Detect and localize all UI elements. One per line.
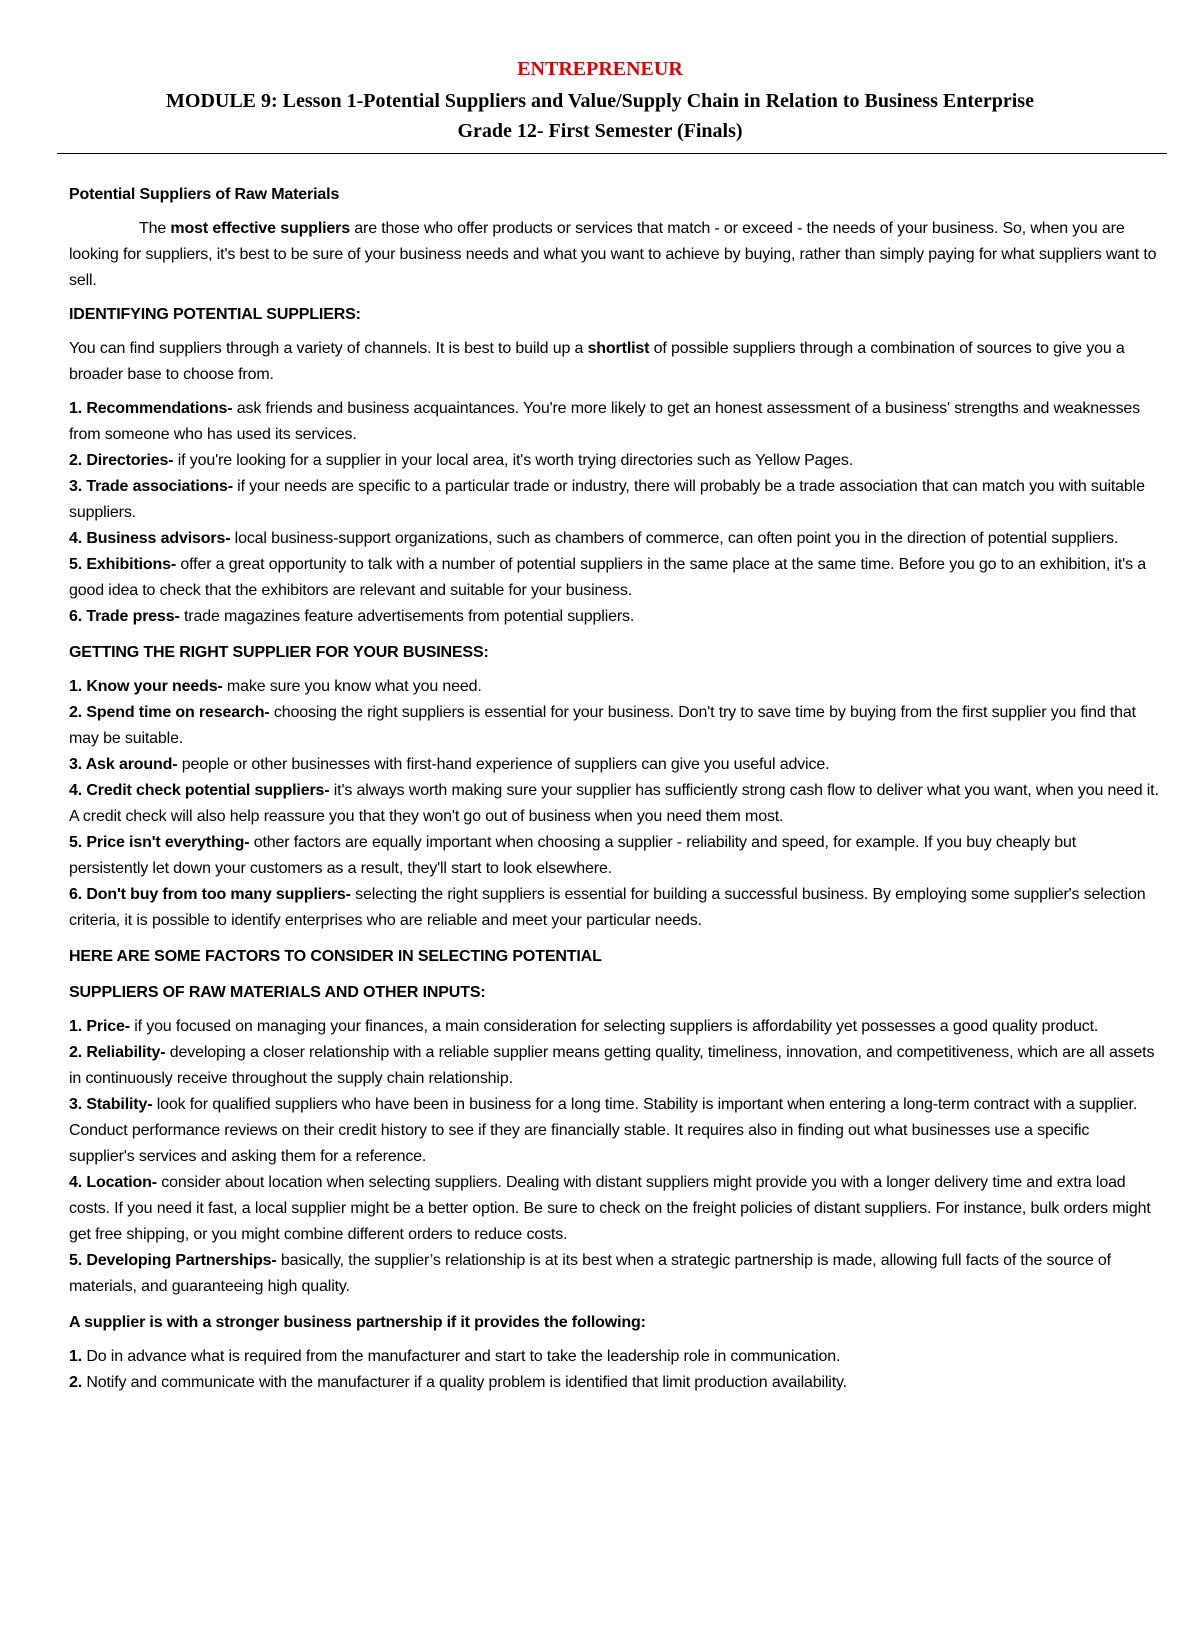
list-item: 5. Exhibitions- offer a great opportunity to talk with a number of potential suppliers in the same place at the same time. Before you go to an exhibition, it's a good idea to check that the exhibitors are relevant and suitable for your business.: [69, 556, 1146, 599]
section-heading-partnership: A supplier is with a stronger business partnership if it provides the following:: [69, 1314, 646, 1331]
factors-list: [69, 1014, 1159, 1300]
list-item: 2. Spend time on research- choosing the right suppliers is essential for your business. Don't try to save time by buying from the first supplier you find that may be suitable.: [69, 704, 1136, 747]
list-item: 1. Know your needs- make sure you know what you need.: [69, 678, 482, 695]
section-heading-potential-suppliers: Potential Suppliers of Raw Materials: [69, 186, 340, 203]
list-item: 4. Business advisors- local business-support organizations, such as chambers of commerce, can often point you in the direction of potential suppliers.: [69, 530, 1119, 547]
list-item: 4. Location- consider about location when selecting suppliers. Dealing with distant suppliers might provide you with a longer delivery time and extra load costs. If you need it fast, a local supplier might be a better option. Be sure to check on the freight policies of distant suppliers. For instance, bulk orders might get free shipping, or you might combine different orders to reduce costs.: [69, 1174, 1151, 1243]
list-item: 1. Recommendations- ask friends and business acquaintances. You're more likely to get an honest assessment of a business' strengths and weaknesses from someone who has used its services.: [69, 400, 1141, 443]
section-heading-identifying: IDENTIFYING POTENTIAL SUPPLIERS:: [69, 306, 361, 323]
list-item: 6. Don't buy from too many suppliers- selecting the right suppliers is essential for building a successful business. By employing some supplier's selection criteria, it is possible to identify enterprises who are reliable and meet your particular needs.: [69, 886, 1146, 929]
list-item: 3. Trade associations- if your needs are specific to a particular trade or industry, there will probably be a trade association that can match you with suitable suppliers.: [69, 478, 1145, 521]
identifying-list: [69, 396, 1159, 630]
list-item: 5. Developing Partnerships- basically, the supplier’s relationship is at its best when a strategic partnership is made, allowing full facts of the source of materials, and guaranteeing high quality.: [69, 1252, 1111, 1295]
section-heading-factors: HERE ARE SOME FACTORS TO CONSIDER IN SELECTING POTENTIAL: [69, 948, 602, 965]
grade-subtitle: Grade 12- First Semester (Finals): [457, 120, 743, 142]
list-item: 3. Stability- look for qualified suppliers who have been in business for a long time. Stability is important when entering a long-term contract with a supplier. Conduct performance reviews on their credit history to see if they are financially stable. It requires also in finding out what businesses use a specific supplier's services and asking them for a reference.: [69, 1096, 1138, 1165]
list-item: 6. Trade press- trade magazines feature advertisements from potential suppliers.: [69, 608, 635, 625]
subject-title: ENTREPRENEUR: [517, 58, 683, 80]
module-title: MODULE 9: Lesson 1-Potential Suppliers and Value/Supply Chain in Relation to Business Enterprise: [166, 90, 1034, 112]
list-item: 3. Ask around- people or other businesses with first-hand experience of suppliers can give you useful advice.: [69, 756, 830, 773]
partnership-list: [69, 1344, 1159, 1396]
identifying-paragraph: You can find suppliers through a variety of channels. It is best to build up a shortlist of possible suppliers through a combination of sources to give you a broader base to choose from.: [69, 340, 1125, 383]
list-item: 2. Notify and communicate with the manufacturer if a quality problem is identified that limit production availability.: [69, 1374, 847, 1391]
list-item: 4. Credit check potential suppliers- it's always worth making sure your supplier has sufficiently strong cash flow to deliver what you want, when you need it. A credit check will also help reassure you that they won't go out of business when you need them most.: [69, 782, 1159, 825]
section-heading-factors-cont: SUPPLIERS OF RAW MATERIALS AND OTHER INPUTS:: [69, 984, 486, 1001]
section-heading-right-supplier: GETTING THE RIGHT SUPPLIER FOR YOUR BUSINESS:: [69, 644, 489, 661]
list-item: 1. Price- if you focused on managing your finances, a main consideration for selecting suppliers is affordability yet possesses a good quality product.: [69, 1018, 1099, 1035]
header-divider: [57, 153, 1167, 154]
intro-paragraph: The most effective suppliers are those who offer products or services that match - or exceed - the needs of your business. So, when you are looking for suppliers, it's best to be sure of your business needs and what you want to achieve by buying, rather than simply paying for what suppliers want to sell.: [69, 220, 1157, 289]
list-item: 1. Do in advance what is required from the manufacturer and start to take the leadership role in communication.: [69, 1348, 841, 1365]
right-supplier-list: [69, 674, 1159, 934]
list-item: 5. Price isn't everything- other factors are equally important when choosing a supplier - reliability and speed, for example. If you buy cheaply but persistently let down your customers as a result, they'll start to look elsewhere.: [69, 834, 1077, 877]
document-body: [69, 182, 1159, 1396]
list-item: 2. Reliability- developing a closer relationship with a reliable supplier means getting quality, timeliness, innovation, and competitiveness, which are all assets in continuously receive throughout the supply chain relationship.: [69, 1044, 1155, 1087]
list-item: 2. Directories- if you're looking for a supplier in your local area, it's worth trying directories such as Yellow Pages.: [69, 452, 854, 469]
